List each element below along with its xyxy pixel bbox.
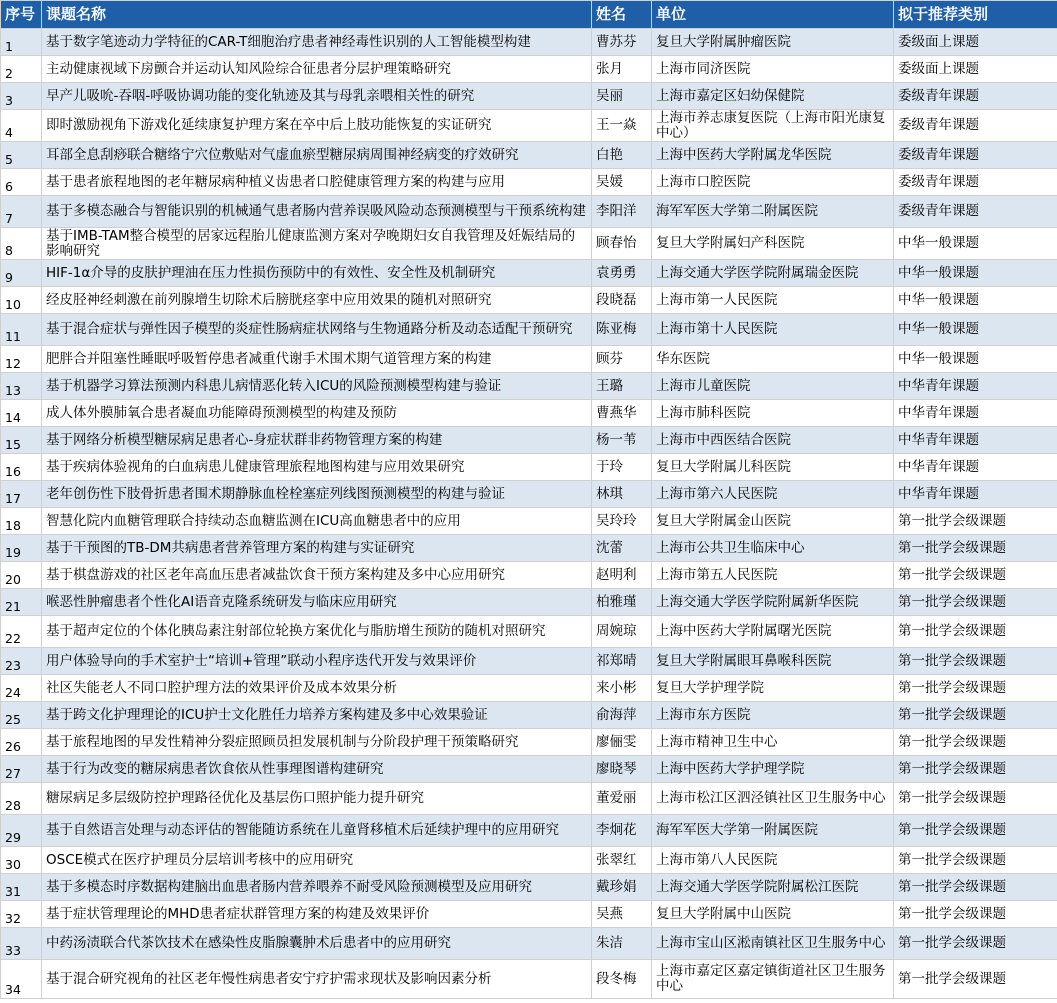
cell-category: 第一批学会级课题 (894, 874, 1057, 901)
table-row (1, 648, 1057, 675)
cell-name: 朱洁 (592, 928, 652, 960)
table-row (1, 454, 1057, 481)
cell-unit: 复旦大学附属金山医院 (652, 508, 894, 535)
cell-no: 23 (1, 648, 42, 675)
cell-category: 第一批学会级课题 (894, 756, 1057, 783)
table-row (1, 729, 1057, 756)
cell-name: 王璐 (592, 373, 652, 400)
cell-category: 第一批学会级课题 (894, 508, 1057, 535)
cell-category: 委级青年课题 (894, 110, 1057, 142)
header-row (1, 1, 1057, 29)
cell-name: 吴玲玲 (592, 508, 652, 535)
cell-title: 中药汤渍联合代茶饮技术在感染性皮脂腺囊肿术后患者中的应用研究 (42, 928, 592, 960)
cell-title: 耳部全息刮痧联合糖络宁穴位敷贴对气虚血瘀型糖尿病周围神经病变的疗效研究 (42, 142, 592, 169)
cell-name: 李阳洋 (592, 196, 652, 228)
cell-no: 27 (1, 756, 42, 783)
table-row (1, 960, 1057, 999)
cell-category: 第一批学会级课题 (894, 729, 1057, 756)
cell-name: 李炯花 (592, 815, 652, 847)
table-row (1, 589, 1057, 616)
cell-unit: 上海市公共卫生临床中心 (652, 535, 894, 562)
cell-unit: 复旦大学附属儿科医院 (652, 454, 894, 481)
cell-name: 王一焱 (592, 110, 652, 142)
cell-name: 赵明利 (592, 562, 652, 589)
cell-unit: 上海市口腔医院 (652, 169, 894, 196)
cell-title: 基于混合症状与弹性因子模型的炎症性肠病症状网络与生物通路分析及动态适配干预研究 (42, 314, 592, 346)
table-row (1, 29, 1057, 56)
cell-name: 袁勇勇 (592, 260, 652, 287)
cell-name: 段晓磊 (592, 287, 652, 314)
table-row (1, 400, 1057, 427)
cell-no: 34 (1, 960, 42, 999)
cell-no: 28 (1, 783, 42, 815)
table-row (1, 228, 1057, 260)
cell-title: 基于行为改变的糖尿病患者饮食依从性事理图谱构建研究 (42, 756, 592, 783)
cell-unit: 上海中医药大学附属曙光医院 (652, 616, 894, 648)
cell-no: 17 (1, 481, 42, 508)
cell-category: 中华青年课题 (894, 481, 1057, 508)
cell-title: 主动健康视域下房颤合并运动认知风险综合征患者分层护理策略研究 (42, 56, 592, 83)
cell-no: 2 (1, 56, 42, 83)
cell-unit: 上海市第十人民医院 (652, 314, 894, 346)
cell-category: 中华青年课题 (894, 400, 1057, 427)
cell-category: 第一批学会级课题 (894, 928, 1057, 960)
cell-category: 第一批学会级课题 (894, 535, 1057, 562)
cell-title: 即时激励视角下游戏化延续康复护理方案在卒中后上肢功能恢复的实证研究 (42, 110, 592, 142)
table-row (1, 756, 1057, 783)
table-row (1, 196, 1057, 228)
table-row (1, 928, 1057, 960)
cell-no: 18 (1, 508, 42, 535)
cell-title: 肥胖合并阻塞性睡眠呼吸暂停患者减重代谢手术围术期气道管理方案的构建 (42, 346, 592, 373)
cell-no: 30 (1, 847, 42, 874)
cell-no: 25 (1, 702, 42, 729)
cell-unit: 上海交通大学医学院附属瑞金医院 (652, 260, 894, 287)
table-row (1, 56, 1057, 83)
cell-unit: 上海市同济医院 (652, 56, 894, 83)
cell-category: 第一批学会级课题 (894, 648, 1057, 675)
cell-unit: 上海市嘉定区妇幼保健院 (652, 83, 894, 110)
cell-category: 中华青年课题 (894, 454, 1057, 481)
cell-title: 基于混合研究视角的社区老年慢性病患者安宁疗护需求现状及影响因素分析 (42, 960, 592, 999)
cell-unit: 上海中医药大学护理学院 (652, 756, 894, 783)
cell-no: 15 (1, 427, 42, 454)
cell-no: 3 (1, 83, 42, 110)
cell-no: 8 (1, 228, 42, 260)
cell-unit: 上海市东方医院 (652, 702, 894, 729)
cell-name: 周婉琼 (592, 616, 652, 648)
cell-title: 基于机器学习算法预测内科患儿病情恶化转入ICU的风险预测模型构建与验证 (42, 373, 592, 400)
cell-title: 喉恶性肿瘤患者个性化AI语音克隆系统研发与临床应用研究 (42, 589, 592, 616)
header-no: 序号 (1, 1, 42, 29)
cell-title: 智慧化院内血糖管理联合持续动态血糖监测在ICU高血糖患者中的应用 (42, 508, 592, 535)
cell-category: 委级青年课题 (894, 196, 1057, 228)
cell-name: 俞海萍 (592, 702, 652, 729)
cell-no: 7 (1, 196, 42, 228)
cell-category: 中华青年课题 (894, 373, 1057, 400)
cell-unit: 上海市嘉定区嘉定镇街道社区卫生服务中心 (652, 960, 894, 999)
cell-unit: 上海市中西医结合医院 (652, 427, 894, 454)
table-row (1, 901, 1057, 928)
table-row (1, 142, 1057, 169)
header-title: 课题名称 (42, 1, 592, 29)
cell-unit: 上海市第八人民医院 (652, 847, 894, 874)
table-row (1, 562, 1057, 589)
cell-category: 第一批学会级课题 (894, 960, 1057, 999)
cell-title: 基于疾病体验视角的白血病患儿健康管理旅程地图构建与应用效果研究 (42, 454, 592, 481)
cell-title: 基于多模态融合与智能识别的机械通气患者肠内营养误吸风险动态预测模型与干预系统构建 (42, 196, 592, 228)
table-row (1, 535, 1057, 562)
cell-category: 委级青年课题 (894, 142, 1057, 169)
table-row (1, 481, 1057, 508)
cell-category: 第一批学会级课题 (894, 783, 1057, 815)
cell-no: 24 (1, 675, 42, 702)
cell-unit: 上海市肺科医院 (652, 400, 894, 427)
cell-title: 糖尿病足多层级防控护理路径优化及基层伤口照护能力提升研究 (42, 783, 592, 815)
cell-name: 顾春怡 (592, 228, 652, 260)
cell-no: 19 (1, 535, 42, 562)
cell-no: 13 (1, 373, 42, 400)
table-row (1, 427, 1057, 454)
cell-category: 委级青年课题 (894, 83, 1057, 110)
cell-no: 29 (1, 815, 42, 847)
table-row (1, 675, 1057, 702)
cell-title: 基于旅程地图的早发性精神分裂症照顾员担发展机制与分阶段护理干预策略研究 (42, 729, 592, 756)
cell-title: 成人体外膜肺氧合患者凝血功能障碍预测模型的构建及预防 (42, 400, 592, 427)
cell-unit: 华东医院 (652, 346, 894, 373)
table-row (1, 83, 1057, 110)
cell-unit: 复旦大学附属肿瘤医院 (652, 29, 894, 56)
table-row (1, 169, 1057, 196)
table-row (1, 287, 1057, 314)
cell-name: 陈亚梅 (592, 314, 652, 346)
cell-category: 中华一般课题 (894, 260, 1057, 287)
cell-name: 顾芬 (592, 346, 652, 373)
cell-category: 第一批学会级课题 (894, 847, 1057, 874)
table-row (1, 314, 1057, 346)
cell-unit: 复旦大学附属眼耳鼻喉科医院 (652, 648, 894, 675)
cell-title: 早产儿吸吮-吞咽-呼吸协调功能的变化轨迹及其与母乳亲喂相关性的研究 (42, 83, 592, 110)
table-row (1, 508, 1057, 535)
cell-name: 吴媛 (592, 169, 652, 196)
cell-title: 基于自然语言处理与动态评估的智能随访系统在儿童肾移植术后延续护理中的应用研究 (42, 815, 592, 847)
table-row (1, 847, 1057, 874)
cell-no: 32 (1, 901, 42, 928)
cell-no: 22 (1, 616, 42, 648)
cell-no: 9 (1, 260, 42, 287)
cell-category: 第一批学会级课题 (894, 562, 1057, 589)
cell-title: HIF-1α介导的皮肤护理油在压力性损伤预防中的有效性、安全性及机制研究 (42, 260, 592, 287)
cell-category: 第一批学会级课题 (894, 702, 1057, 729)
cell-unit: 海军军医大学第一附属医院 (652, 815, 894, 847)
cell-unit: 上海市精神卫生中心 (652, 729, 894, 756)
cell-name: 杨一苇 (592, 427, 652, 454)
cell-name: 廖俪雯 (592, 729, 652, 756)
cell-no: 16 (1, 454, 42, 481)
cell-category: 委级青年课题 (894, 169, 1057, 196)
cell-category: 中华青年课题 (894, 427, 1057, 454)
cell-unit: 复旦大学护理学院 (652, 675, 894, 702)
cell-unit: 海军军医大学第二附属医院 (652, 196, 894, 228)
cell-unit: 复旦大学附属妇产科医院 (652, 228, 894, 260)
cell-unit: 上海市儿童医院 (652, 373, 894, 400)
cell-name: 于玲 (592, 454, 652, 481)
header-unit: 单位 (652, 1, 894, 29)
table-row (1, 815, 1057, 847)
cell-no: 14 (1, 400, 42, 427)
cell-category: 中华一般课题 (894, 314, 1057, 346)
cell-category: 第一批学会级课题 (894, 675, 1057, 702)
cell-no: 6 (1, 169, 42, 196)
cell-category: 第一批学会级课题 (894, 616, 1057, 648)
cell-name: 曹燕华 (592, 400, 652, 427)
cell-category: 中华一般课题 (894, 287, 1057, 314)
cell-category: 第一批学会级课题 (894, 901, 1057, 928)
cell-no: 1 (1, 29, 42, 56)
cell-category: 中华一般课题 (894, 228, 1057, 260)
cell-unit: 上海市养志康复医院（上海市阳光康复中心） (652, 110, 894, 142)
cell-name: 廖晓琴 (592, 756, 652, 783)
cell-title: 基于症状管理理论的MHD患者症状群管理方案的构建及效果评价 (42, 901, 592, 928)
cell-name: 张翠红 (592, 847, 652, 874)
cell-name: 戴珍娟 (592, 874, 652, 901)
cell-unit: 上海市第六人民医院 (652, 481, 894, 508)
cell-name: 段冬梅 (592, 960, 652, 999)
cell-title: 经皮胫神经刺激在前列腺增生切除术后膀胱痉挛中应用效果的随机对照研究 (42, 287, 592, 314)
cell-category: 第一批学会级课题 (894, 815, 1057, 847)
cell-unit: 上海交通大学医学院附属新华医院 (652, 589, 894, 616)
cell-title: 社区失能老人不同口腔护理方法的效果评价及成本效果分析 (42, 675, 592, 702)
table-row (1, 346, 1057, 373)
cell-unit: 上海市宝山区淞南镇社区卫生服务中心 (652, 928, 894, 960)
cell-name: 董爱丽 (592, 783, 652, 815)
cell-category: 中华一般课题 (894, 346, 1057, 373)
table-row (1, 110, 1057, 142)
cell-name: 曹苏芬 (592, 29, 652, 56)
table-row (1, 874, 1057, 901)
table-row (1, 260, 1057, 287)
header-category: 拟于推荐类别 (894, 1, 1057, 29)
cell-no: 33 (1, 928, 42, 960)
cell-title: 基于跨文化护理理论的ICU护士文化胜任力培养方案构建及多中心效果验证 (42, 702, 592, 729)
cell-category: 委级面上课题 (894, 56, 1057, 83)
table-row (1, 616, 1057, 648)
cell-name: 祁郑晴 (592, 648, 652, 675)
cell-no: 21 (1, 589, 42, 616)
table-row (1, 702, 1057, 729)
cell-no: 11 (1, 314, 42, 346)
cell-title: 基于数字笔迹动力学特征的CAR-T细胞治疗患者神经毒性识别的人工智能模型构建 (42, 29, 592, 56)
cell-no: 20 (1, 562, 42, 589)
table-row (1, 783, 1057, 815)
cell-name: 吴燕 (592, 901, 652, 928)
cell-name: 白艳 (592, 142, 652, 169)
table-body (1, 29, 1057, 999)
cell-no: 5 (1, 142, 42, 169)
cell-name: 来小彬 (592, 675, 652, 702)
cell-unit: 上海交通大学医学院附属松江医院 (652, 874, 894, 901)
table-row (1, 373, 1057, 400)
cell-no: 4 (1, 110, 42, 142)
cell-title: OSCE模式在医疗护理员分层培训考核中的应用研究 (42, 847, 592, 874)
cell-no: 12 (1, 346, 42, 373)
header-name: 姓名 (592, 1, 652, 29)
cell-title: 基于干预图的TB-DM共病患者营养管理方案的构建与实证研究 (42, 535, 592, 562)
cell-category: 第一批学会级课题 (894, 589, 1057, 616)
cell-title: 老年创伤性下肢骨折患者围术期静脉血栓栓塞症列线图预测模型的构建与验证 (42, 481, 592, 508)
cell-name: 柏雅瑾 (592, 589, 652, 616)
cell-name: 林琪 (592, 481, 652, 508)
cell-unit: 上海市第一人民医院 (652, 287, 894, 314)
cell-title: 基于超声定位的个体化胰岛素注射部位轮换方案优化与脂肪增生预防的随机对照研究 (42, 616, 592, 648)
cell-unit: 上海中医药大学附属龙华医院 (652, 142, 894, 169)
cell-title: 用户体验导向的手术室护士“培训+管理”联动小程序迭代开发与效果评价 (42, 648, 592, 675)
cell-title: 基于网络分析模型糖尿病足患者心-身症状群非药物管理方案的构建 (42, 427, 592, 454)
cell-unit: 上海市松江区泗泾镇社区卫生服务中心 (652, 783, 894, 815)
cell-no: 26 (1, 729, 42, 756)
cell-name: 吴丽 (592, 83, 652, 110)
cell-name: 沈蕾 (592, 535, 652, 562)
cell-category: 委级面上课题 (894, 29, 1057, 56)
cell-title: 基于棋盘游戏的社区老年高血压患者减盐饮食干预方案构建及多中心应用研究 (42, 562, 592, 589)
cell-unit: 复旦大学附属中山医院 (652, 901, 894, 928)
cell-title: 基于多模态时序数据构建脑出血患者肠内营养喂养不耐受风险预测模型及应用研究 (42, 874, 592, 901)
cell-title: 基于IMB-TAM整合模型的居家远程胎儿健康监测方案对孕晚期妇女自我管理及妊娠结局的影响研究 (42, 228, 592, 260)
cell-title: 基于患者旅程地图的老年糖尿病种植义齿患者口腔健康管理方案的构建与应用 (42, 169, 592, 196)
cell-no: 10 (1, 287, 42, 314)
cell-name: 张月 (592, 56, 652, 83)
cell-unit: 上海市第五人民医院 (652, 562, 894, 589)
cell-no: 31 (1, 874, 42, 901)
